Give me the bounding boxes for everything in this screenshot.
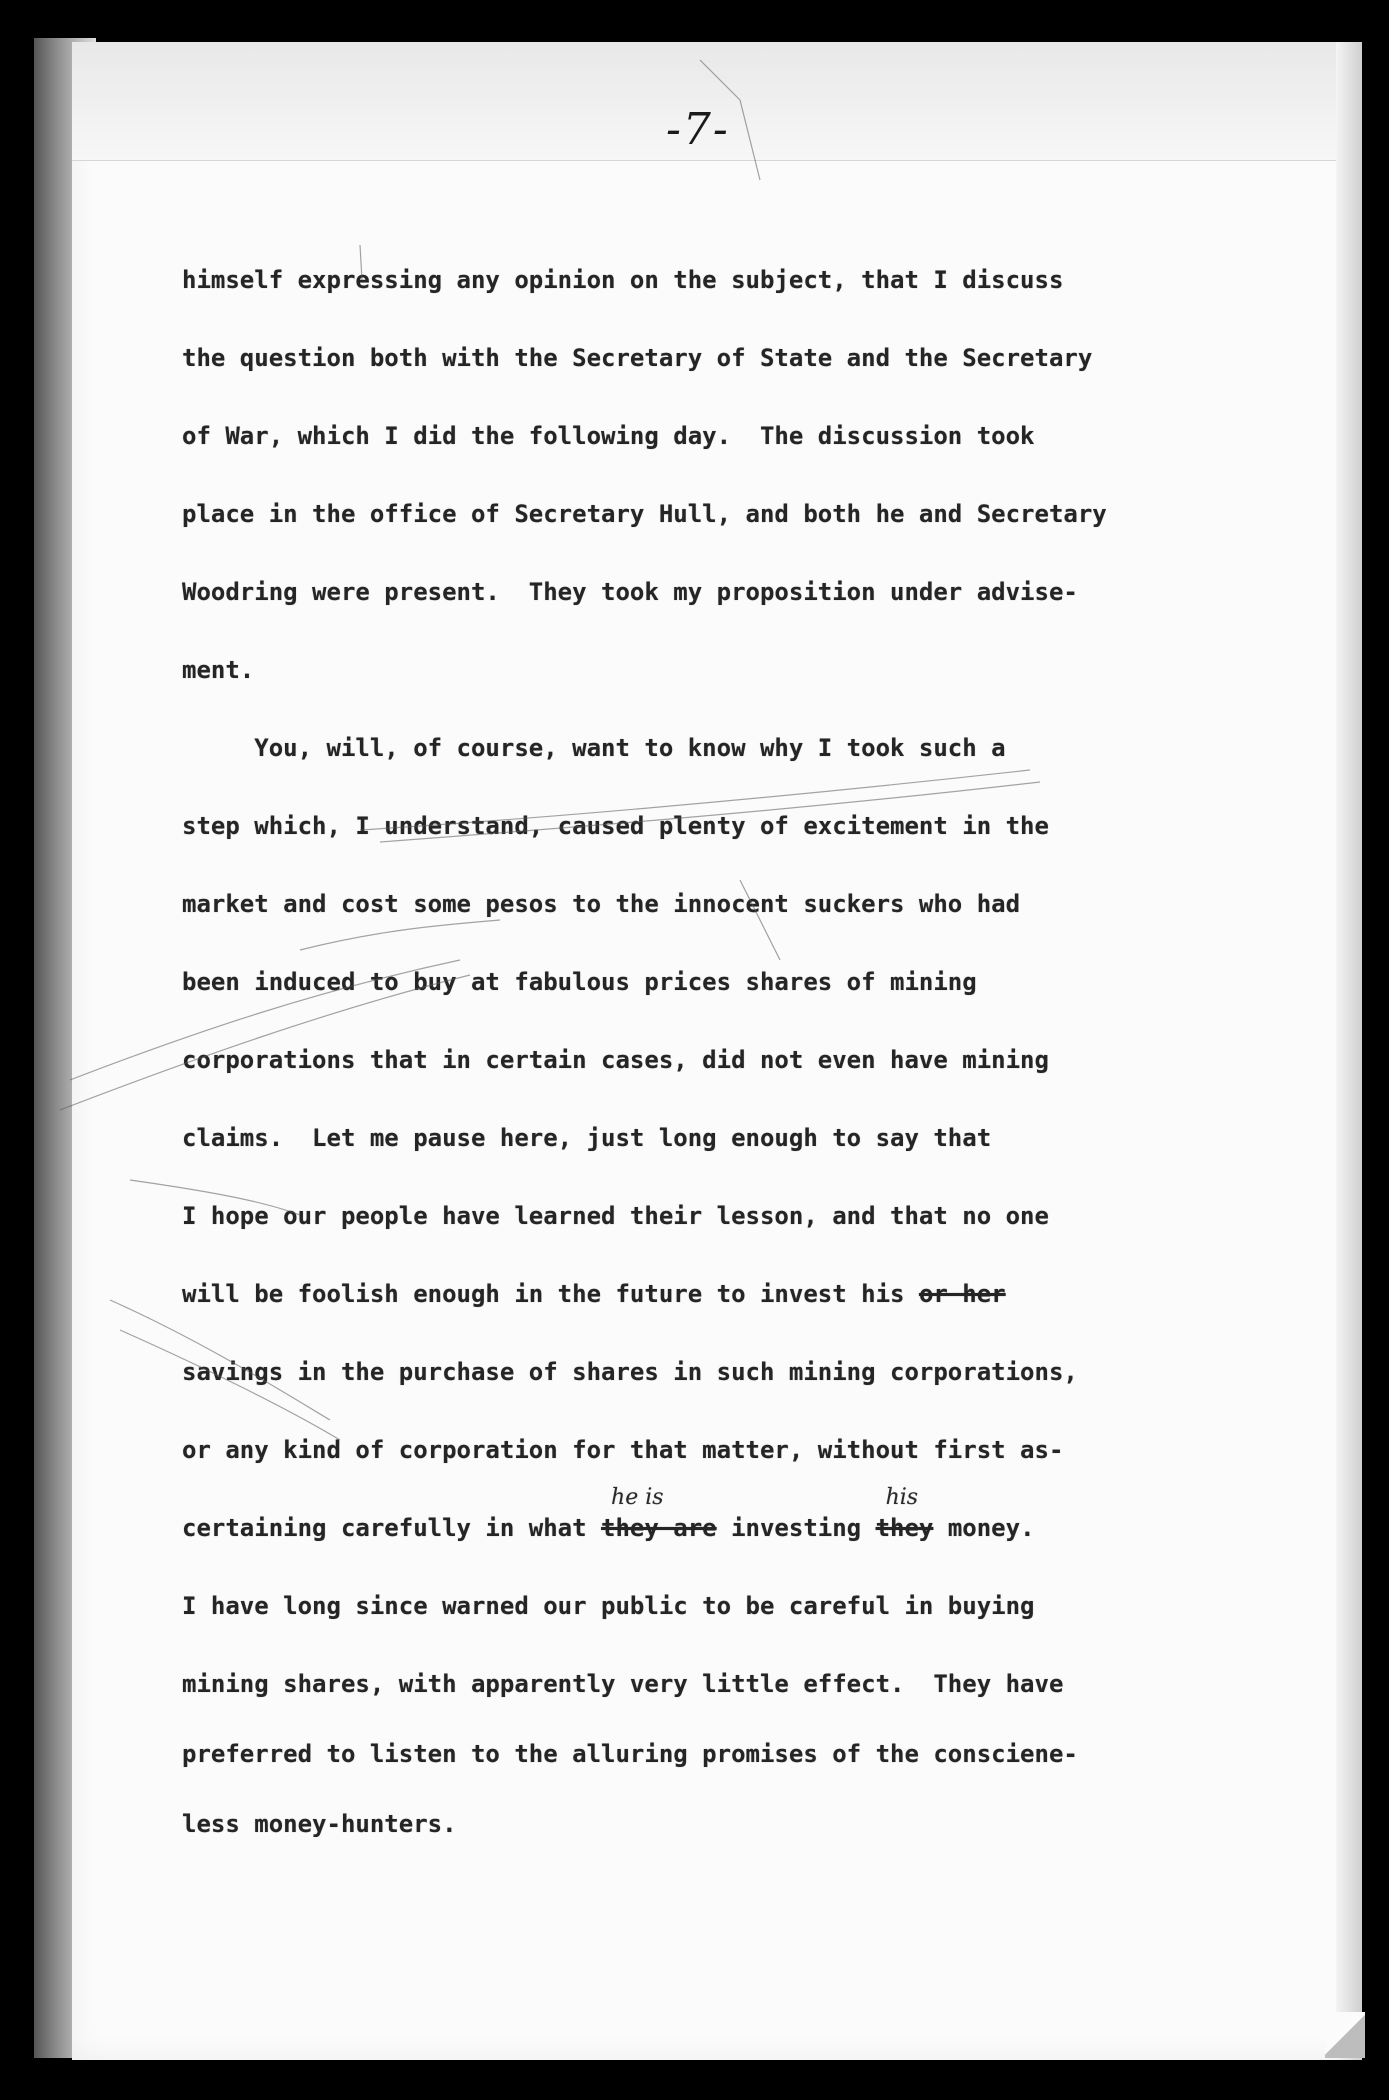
page-right-edge (1336, 42, 1362, 2060)
text-line: been induced to buy at fabulous prices shares of mining (182, 968, 977, 996)
text-line-start: will be foolish enough in the future to invest (182, 1280, 847, 1308)
text-line: I have long since warned our public to be careful in buying (182, 1592, 1035, 1620)
text-line: or any kind of corporation for that matter, without first as- (182, 1436, 1064, 1464)
text-line: savings in the purchase of shares in such mining corporations, (182, 1358, 1078, 1386)
pronoun-his: his (861, 1280, 905, 1308)
text-line-with-edit (182, 1485, 1272, 1591)
edit-insert-2 (875, 1485, 934, 1543)
text-line: of War, which I did the following day. The discussion took (182, 422, 1035, 450)
text-line: himself expressing any opinion on the subject, that I discuss (182, 266, 1064, 294)
text-line: mining shares, with apparently very little effect. They have (182, 1670, 1064, 1698)
struck-they: they (875, 1514, 934, 1542)
text-line: place in the office of Secretary Hull, and both he and Secretary (182, 500, 1107, 528)
word-investing: investing (731, 1514, 862, 1542)
text-line: I hope our people have learned their lesson, and that no one (182, 1202, 1049, 1230)
text-line: less money-hunters. (182, 1810, 457, 1838)
page-number: -7- (666, 104, 730, 155)
word-money: money. (947, 1514, 1035, 1542)
text-line: corporations that in certain cases, did not even have mining (182, 1046, 1049, 1074)
text-line: ment. (182, 656, 255, 684)
corner-fold (1325, 2012, 1365, 2058)
text-line: step which, I understand, caused plenty of excitement in the (182, 812, 1049, 840)
text-line: preferred to listen to the alluring promises of the consciene- (182, 1740, 1078, 1768)
text-line: claims. Let me pause here, just long enough to say that (182, 1124, 992, 1152)
struck-they-are: they are (601, 1514, 717, 1542)
text-line: Woodring were present. They took my proposition under advise- (182, 578, 1078, 606)
text-line: You, will, of course, want to know why I took such a (182, 734, 1006, 762)
text-line: market and cost some pesos to the innocent suckers who had (182, 890, 1021, 918)
handwritten-his: his (885, 1485, 919, 1510)
typed-body (182, 265, 1272, 1879)
handwritten-he-is: he is (611, 1485, 664, 1510)
text-line-start: certaining carefully in what (182, 1514, 587, 1542)
text-line: the question both with the Secretary of State and the Secretary (182, 344, 1093, 372)
struck-or-her: or her (918, 1280, 1006, 1308)
text-line-with-edit (182, 1279, 1272, 1357)
edit-insert-1 (601, 1485, 717, 1543)
